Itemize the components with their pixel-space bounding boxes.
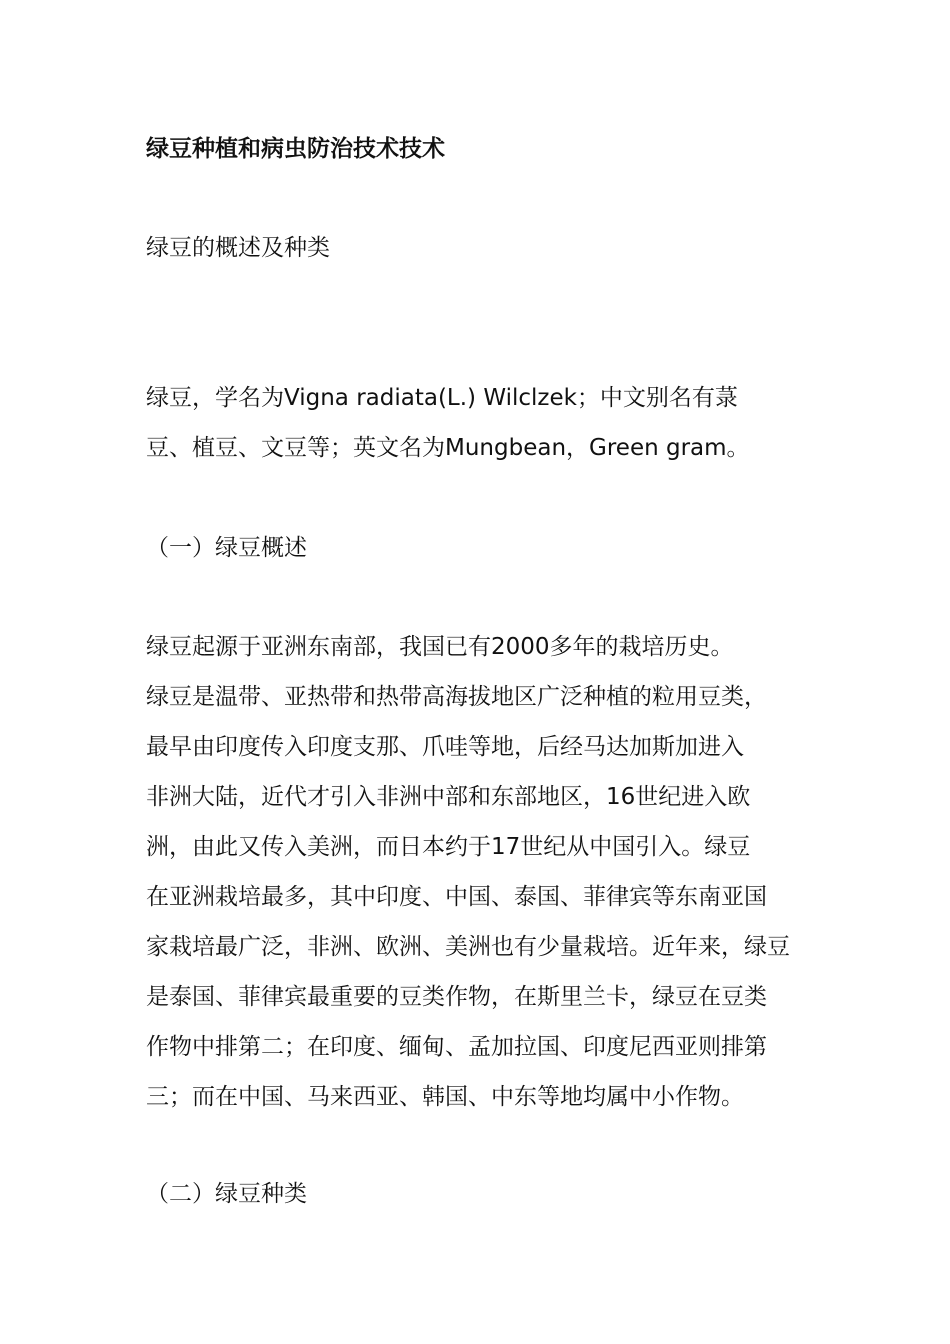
paragraph-line: 绿豆，学名为Vigna radiata(L.) Wilclzek；中文别名有菉 xyxy=(146,385,738,411)
paragraph-line: 非洲大陆，近代才引入非洲中部和东部地区，16世纪进入欧 xyxy=(146,784,751,810)
section-heading-overview: （一）绿豆概述 xyxy=(146,535,307,561)
paragraph-line: 在亚洲栽培最多，其中印度、中国、泰国、菲律宾等东南亚国 xyxy=(146,884,767,910)
paragraph-line: 家栽培最广泛，非洲、欧洲、美洲也有少量栽培。近年来，绿豆 xyxy=(146,934,790,960)
paragraph-line: 洲，由此又传入美洲，而日本约于17世纪从中国引入。绿豆 xyxy=(146,834,751,860)
paragraph-line: 最早由印度传入印度支那、爪哇等地，后经马达加斯加进入 xyxy=(146,734,744,760)
document-subtitle: 绿豆的概述及种类 xyxy=(146,235,330,261)
paragraph-line: 绿豆是温带、亚热带和热带高海拔地区广泛种植的粒用豆类， xyxy=(146,684,767,710)
paragraph-line: 作物中排第二；在印度、缅甸、孟加拉国、印度尼西亚则排第 xyxy=(146,1034,767,1060)
document-title: 绿豆种植和病虫防治技术技术 xyxy=(146,136,445,162)
paragraph-line: 三；而在中国、马来西亚、韩国、中东等地均属中小作物。 xyxy=(146,1084,744,1110)
paragraph-line: 豆、植豆、文豆等；英文名为Mungbean，Green gram。 xyxy=(146,435,750,461)
paragraph-line: 是泰国、菲律宾最重要的豆类作物，在斯里兰卡，绿豆在豆类 xyxy=(146,984,767,1010)
paragraph-line: 绿豆起源于亚洲东南部，我国已有2000多年的栽培历史。 xyxy=(146,634,734,660)
overview-paragraph xyxy=(146,622,826,1122)
intro-paragraph xyxy=(146,373,826,473)
section-heading-types: （二）绿豆种类 xyxy=(146,1181,307,1207)
